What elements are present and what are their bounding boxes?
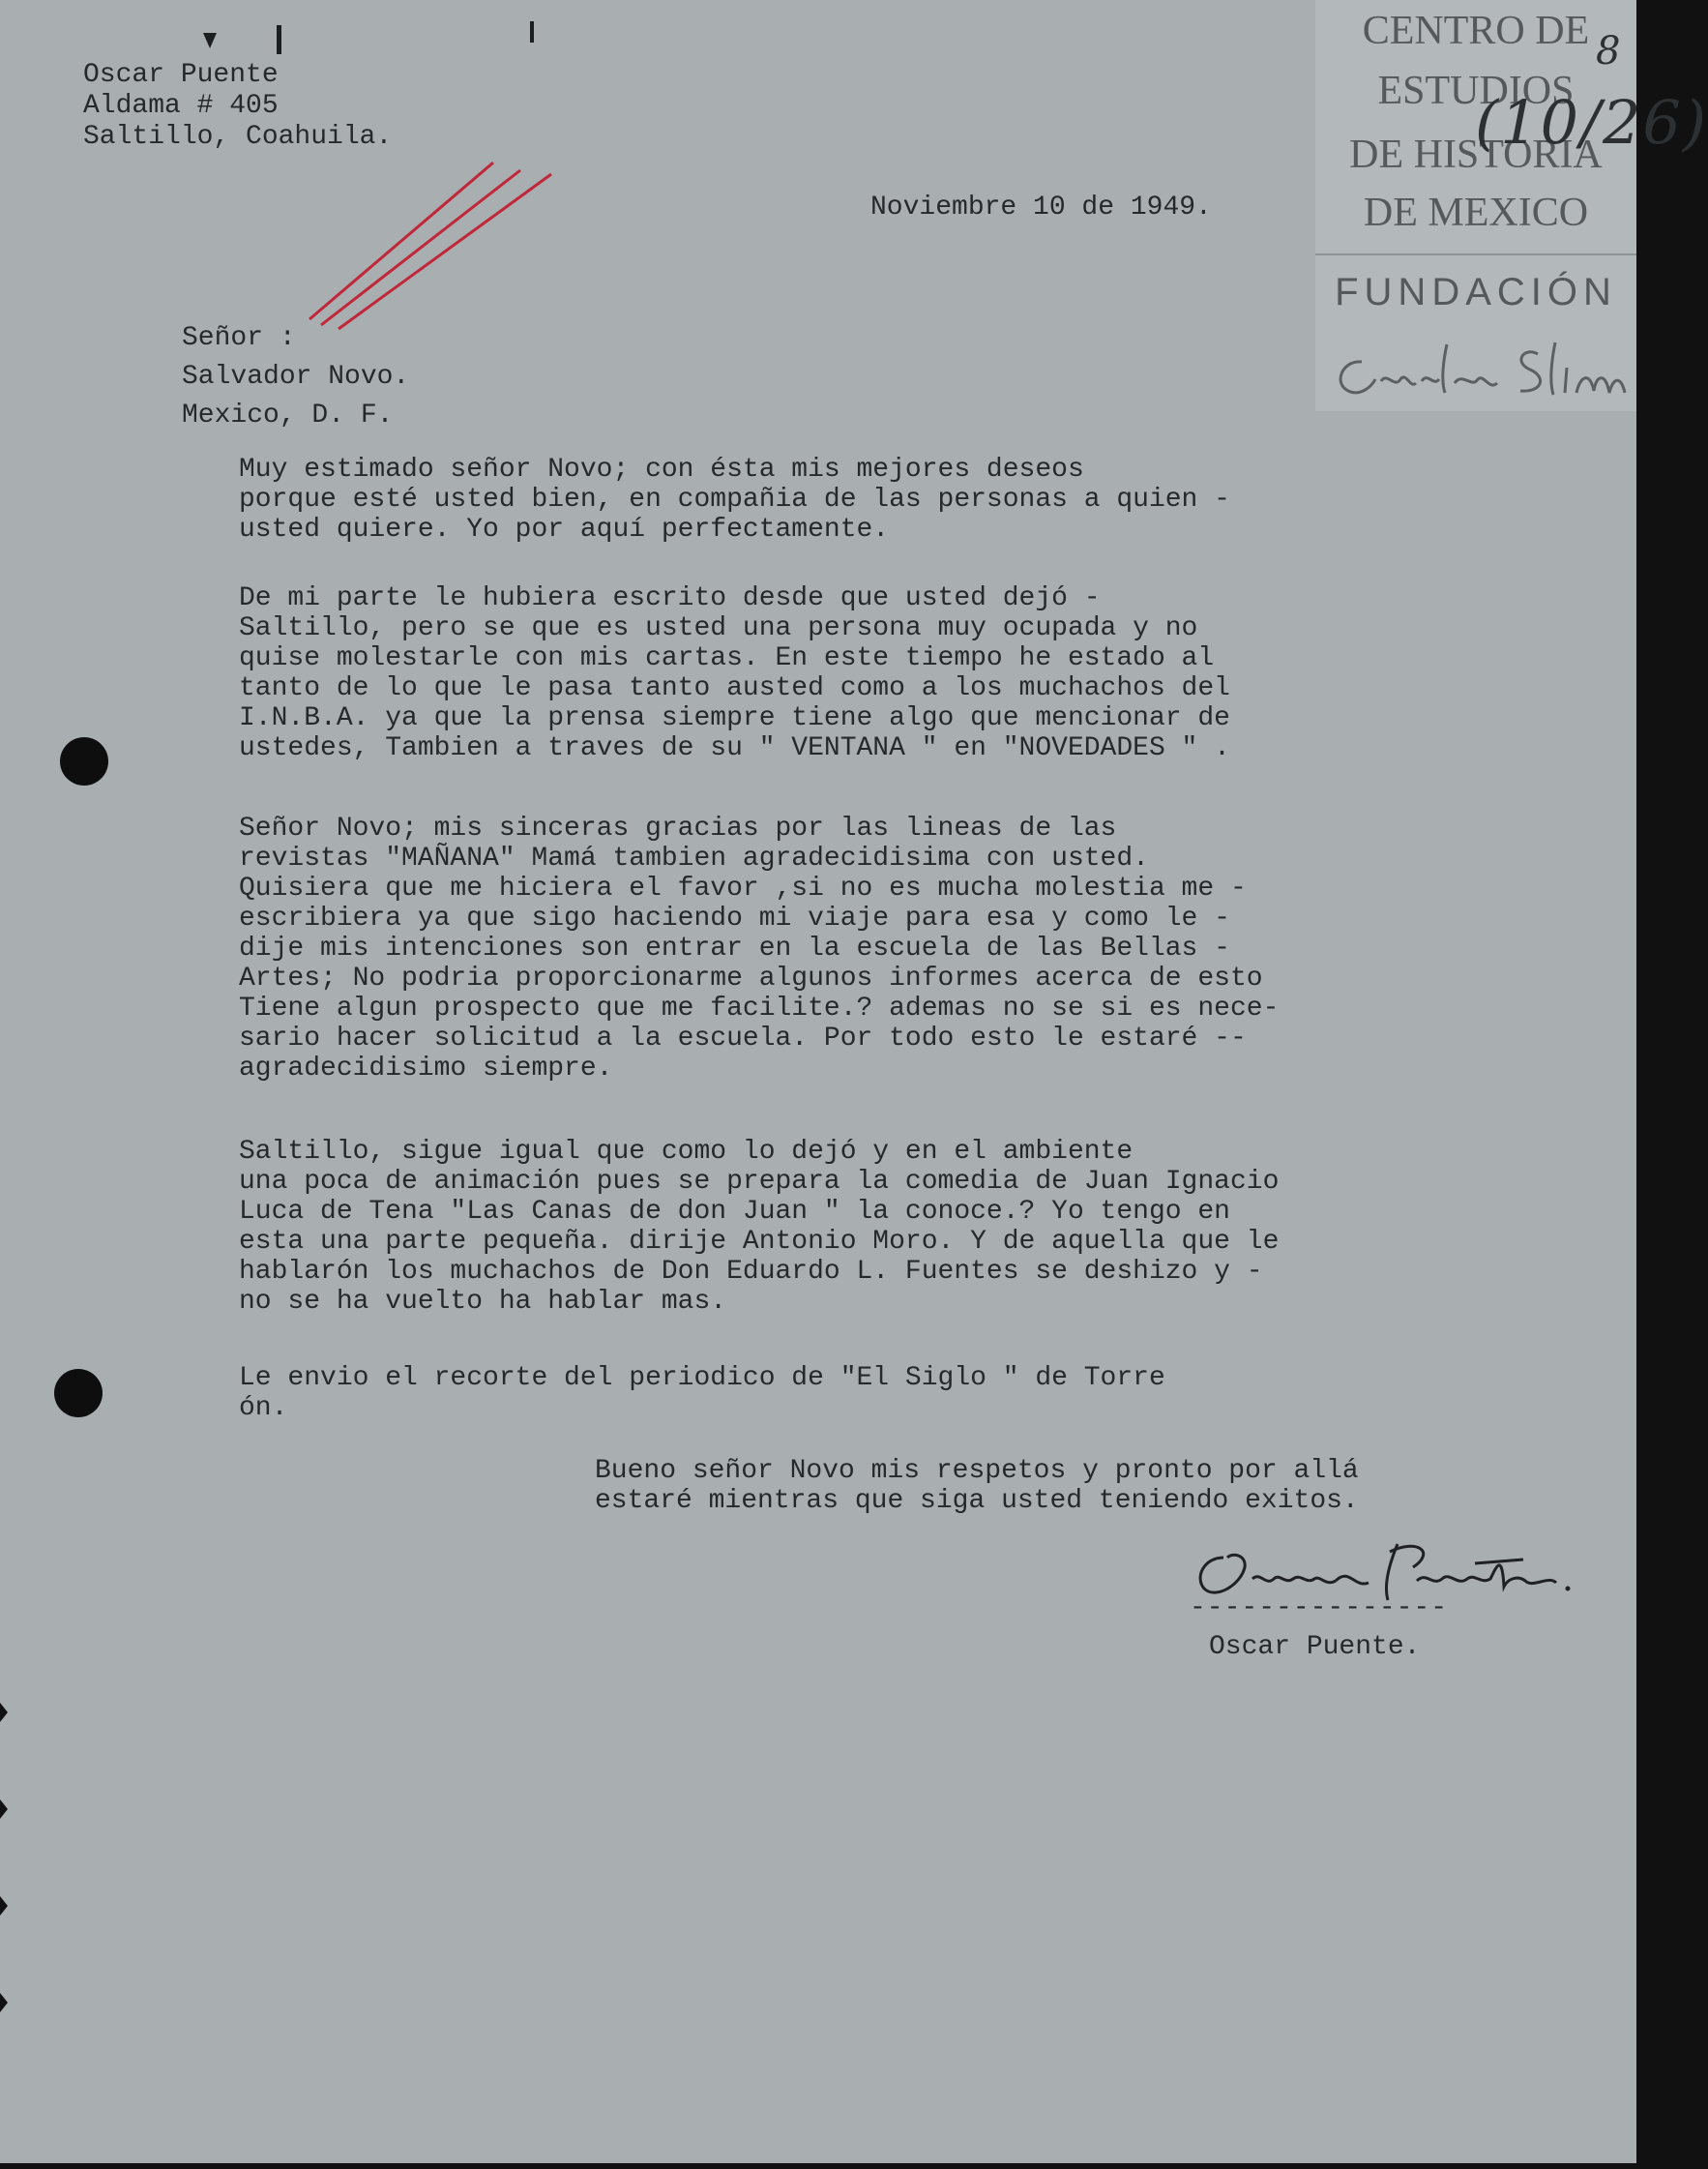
punch-hole-upper (60, 737, 108, 786)
sender-address (83, 60, 392, 153)
stamp-line-4: DE MEXICO (1363, 191, 1589, 235)
punch-hole-lower (54, 1369, 103, 1417)
stamp-line-3: DE HISTORIA (1349, 133, 1603, 177)
edge-tick-marks (0, 1645, 19, 2109)
recipient-name: Salvador Novo. (182, 362, 410, 392)
top-tick-marks (193, 21, 561, 60)
stamp-line-1: CENTRO DE (1362, 9, 1590, 53)
handwritten-page-number: 8 (1596, 29, 1621, 74)
paragraph-news: De mi parte le hubiera escrito desde que usted dejó - Saltillo, pero se que es usted una persona muy ocupada y no quise molestarle con mis cartas. En este tiempo he estado al tanto de lo que le pasa tanto austed como a los muchachos del I.N.B.A. ya que la prensa siempre tiene algo que mencionar de ustedes, Tambien a traves de su " VENTANA " en "NOVEDADES " . (239, 583, 1230, 763)
paragraph-clipping: Le envio el recorte del periodico de "El Siglo " de Torre ón. (239, 1363, 1165, 1423)
letter-date: Noviembre 10 de 1949. (870, 193, 1212, 223)
carlos-slim-logo (1323, 333, 1633, 410)
recipient-salutation: Señor : (182, 323, 296, 353)
stamp-foundation: FUNDACIÓN (1335, 271, 1617, 313)
paragraph-greeting: Muy estimado señor Novo; con ésta mis mejores deseos porque esté usted bien, en compañia de las personas a quien - usted quiere. Yo por aquí perfectamente. (239, 455, 1230, 545)
archive-stamp (1315, 0, 1636, 411)
sender-name: Oscar Puente (83, 60, 279, 90)
paragraph-saltillo: Saltillo, sigue igual que como lo dejó y en el ambiente una poca de animación pues se prepara la comedia de Juan Ignacio Luca de Tena "Las Canas de don Juan " la conoce.? Yo tengo en esta una parte pequeña. dirije Antonio Moro. Y de aquella que le hablarón los muchachos de Don Eduardo L. Fuentes se deshizo y - no se ha vuelto ha hablar mas. (239, 1137, 1280, 1317)
sender-street: Aldama # 405 (83, 91, 279, 121)
signature-line: --------------- (1190, 1593, 1449, 1623)
sender-city: Saltillo, Coahuila. (83, 122, 393, 152)
stamp-divider (1315, 253, 1636, 255)
red-pencil-strokes (300, 155, 561, 329)
recipient-city: Mexico, D. F. (182, 401, 394, 431)
stamp-line-2: ESTUDIOS (1377, 69, 1575, 113)
handwritten-reference: (10/26) (1475, 87, 1708, 158)
recipient-address (182, 319, 409, 435)
paragraph-closing: Bueno señor Novo mis respetos y pronto por allá estaré mientras que siga usted teniendo exitos. (595, 1456, 1359, 1516)
signature-name: Oscar Puente. (1209, 1632, 1421, 1662)
paragraph-request: Señor Novo; mis sinceras gracias por las lineas de las revistas "MAÑANA" Mamá tambien agradecidisima con usted. Quisiera que me hiciera el favor ,si no es mucha molestia me - escribiera ya que sigo haciendo mi viaje para esa y como le - dije mis intenciones son entrar en la escuela de las Bellas - Artes; No podria proporcionarme algunos informes acerca de esto Tiene algun prospecto que me facilite.? ademas no se si es nece- sario hacer solicitud a la escuela. Por todo esto le estaré -- agradecidisimo siempre. (239, 814, 1280, 1084)
